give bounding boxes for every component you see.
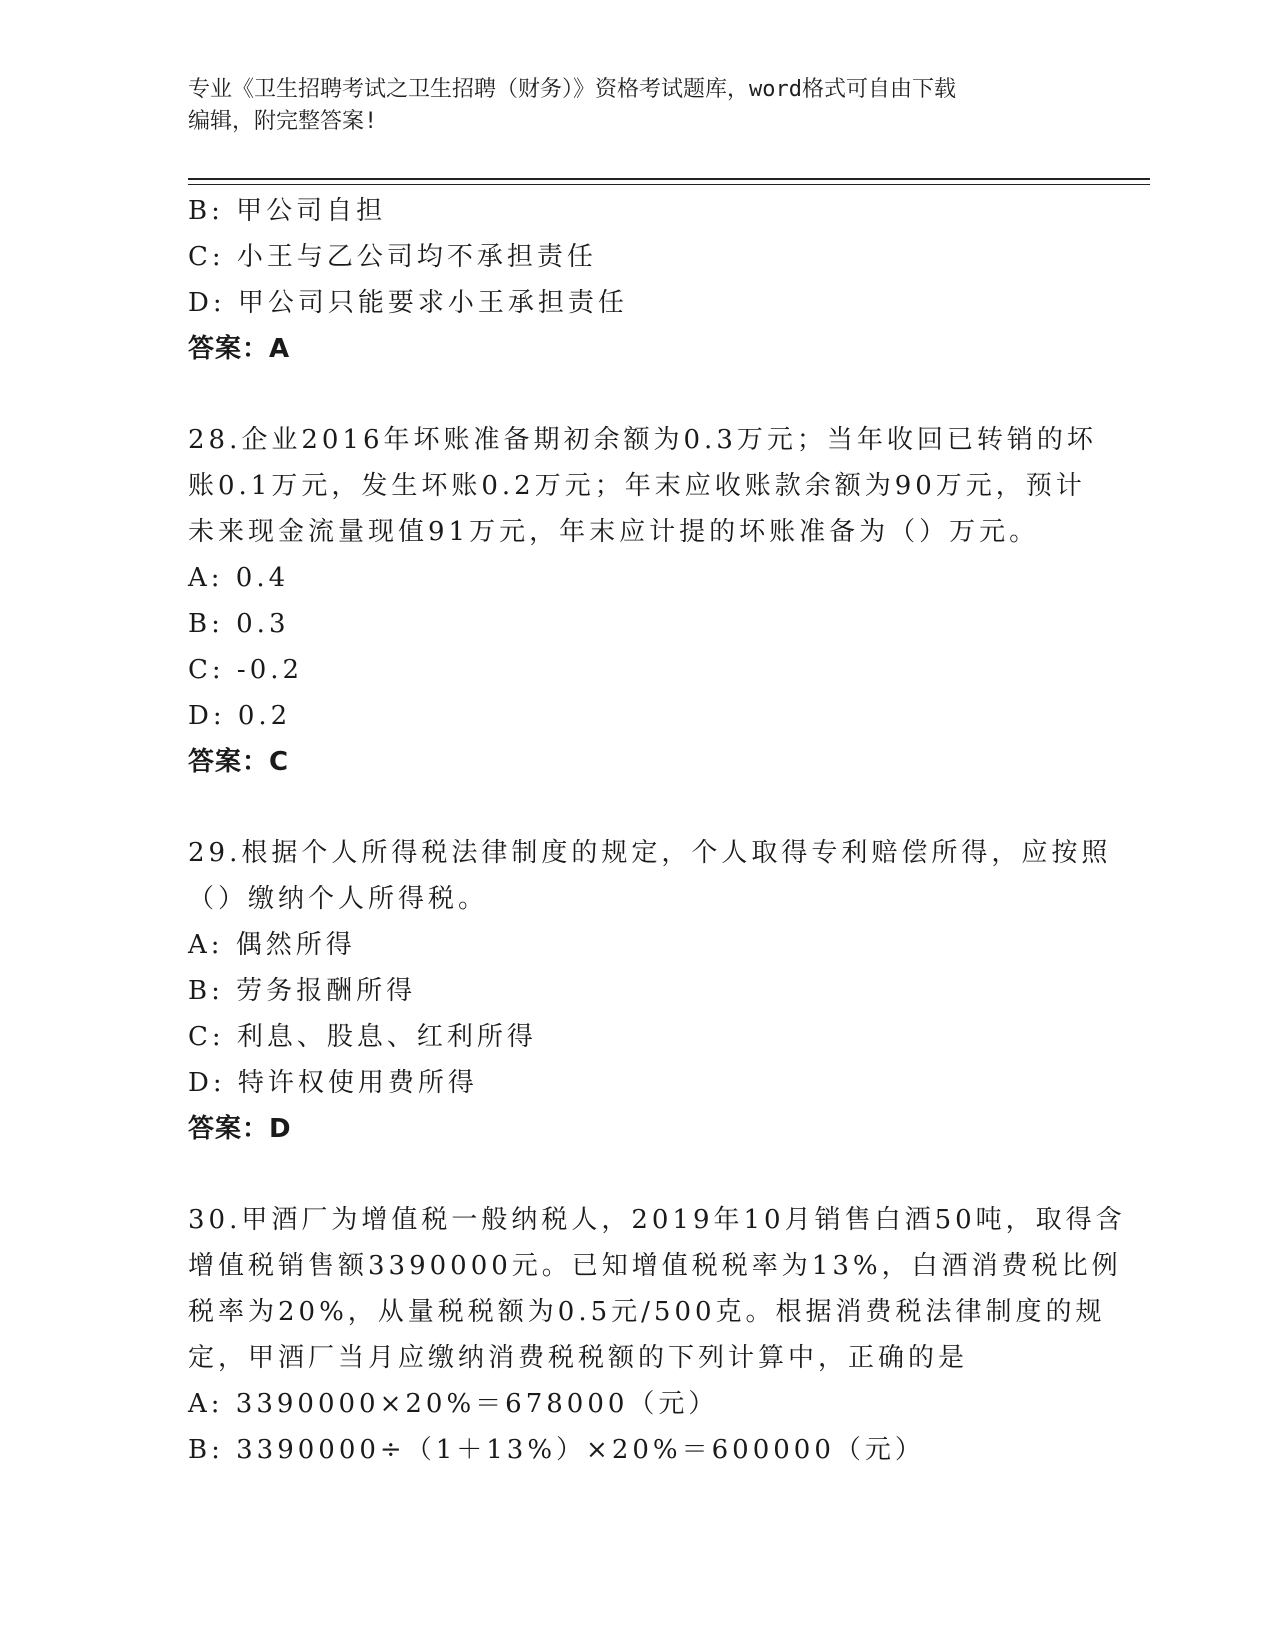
question-stem-line: 29.根据个人所得税法律制度的规定，个人取得专利赔偿所得，应按照 [188, 838, 1112, 868]
option-a: A: 3390000×20%＝678000（元） [188, 1389, 719, 1419]
answer-line: 答案：C [188, 747, 290, 777]
option-d: D: 0.2 [188, 701, 292, 731]
option-b: B: 甲公司自担 [188, 196, 387, 226]
prev-question [188, 188, 1088, 372]
header-rule-thin [188, 184, 1150, 185]
question-stem-line: 28.企业2016年坏账准备期初余额为0.3万元；当年收回已转销的坏 [188, 425, 1097, 455]
option-b: B: 3390000÷（1＋13%）×20%＝600000（元） [188, 1435, 925, 1465]
option-b: B: 劳务报酬所得 [188, 976, 417, 1006]
option-c: C: 利息、股息、红利所得 [188, 1022, 537, 1052]
header-rule-thick [188, 178, 1150, 180]
question-stem-line: 税率为20%，从量税税额为0.5元/500克。根据消费税法律制度的规 [188, 1297, 1106, 1327]
header-line-2: 编辑，附完整答案! [188, 109, 378, 134]
header-line-1: 专业《卫生招聘考试之卫生招聘（财务）》资格考试题库，word格式可自由下载 [188, 77, 956, 102]
option-b: B: 0.3 [188, 609, 290, 639]
question-stem-line: （）缴纳个人所得税。 [188, 884, 489, 914]
answer-line: 答案：A [188, 334, 291, 364]
question-28 [188, 417, 1097, 785]
question-content [188, 188, 1126, 1473]
option-a: A: 偶然所得 [188, 930, 356, 960]
question-stem-line: 增值税销售额3390000元。已知增值税税率为13%，白酒消费税比例 [188, 1251, 1122, 1281]
option-d: D: 甲公司只能要求小王承担责任 [188, 288, 628, 318]
question-stem-line: 未来现金流量现值91万元，年末应计提的坏账准备为（）万元。 [188, 517, 1040, 547]
answer-line: 答案：D [188, 1114, 292, 1144]
option-c: C: -0.2 [188, 655, 304, 685]
question-30 [188, 1197, 1126, 1473]
question-stem-line: 30.甲酒厂为增值税一般纳税人，2019年10月销售白酒50吨，取得含 [188, 1205, 1126, 1235]
question-29 [188, 830, 1112, 1152]
option-d: D: 特许权使用费所得 [188, 1068, 478, 1098]
document-header [188, 74, 1088, 138]
question-stem-line: 账0.1万元，发生坏账0.2万元；年末应收账款余额为90万元，预计 [188, 471, 1086, 501]
option-c: C: 小王与乙公司均不承担责任 [188, 242, 597, 272]
question-stem-line: 定，甲酒厂当月应缴纳消费税税额的下列计算中，正确的是 [188, 1343, 969, 1373]
option-a: A: 0.4 [188, 563, 290, 593]
